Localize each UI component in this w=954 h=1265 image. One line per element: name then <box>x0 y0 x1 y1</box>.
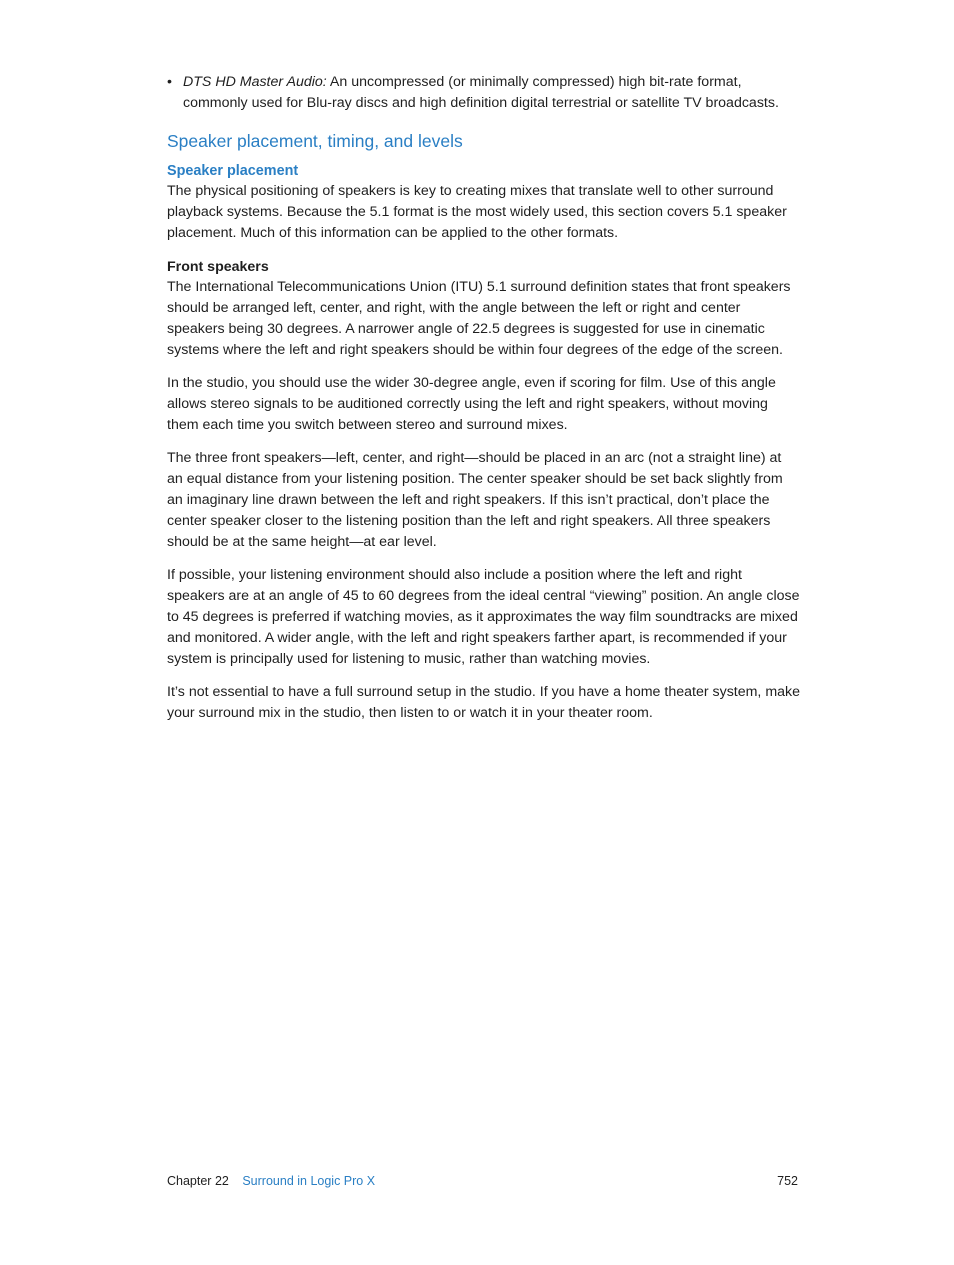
footer-chapter-link[interactable]: Surround in Logic Pro X <box>242 1174 376 1188</box>
front-speakers-heading: Front speakers <box>167 259 269 275</box>
page-content <box>167 72 800 736</box>
section-title: Speaker placement, timing, and levels <box>167 131 463 151</box>
bullet-item <box>167 72 800 114</box>
paragraph: The International Telecommunications Union (ITU) 5.1 surround definition states that front speakers should be arranged left, center, and right, with the angle between the left or right and center speakers being 30 degrees. A narrower angle of 22.5 degrees is suggested for use in cinematic systems where the left and right speakers should be within four degrees of the edge of the screen. <box>167 279 791 358</box>
page-number: 752 <box>777 1174 798 1188</box>
page-footer <box>167 1172 798 1190</box>
paragraph: It’s not essential to have a full surround setup in the studio. If you have a home theater system, make your surround mix in the studio, then listen to or watch it in your theater room. <box>167 684 801 721</box>
paragraph: If possible, your listening environment should also include a position where the left and right speakers are at an angle of 45 to 60 degrees from the ideal central “viewing” position. An angle close to 45 degrees is preferred if watching movies, as it approximates the way film soundtracks are mixed and monitored. A wider angle, with the left and right speakers farther apart, is recommended if your system is principally used for listening to music, rather than watching movies. <box>167 567 800 667</box>
intro-paragraph: The physical positioning of speakers is key to creating mixes that translate well to other surround playback systems. Because the 5.1 format is the most widely used, this section covers 5.1 speaker placement. Much of this information can be applied to the other formats. <box>167 183 787 241</box>
bullet-lead: DTS HD Master Audio: <box>183 74 327 90</box>
paragraph: In the studio, you should use the wider 30-degree angle, even if scoring for film. Use of this angle allows stereo signals to be auditioned correctly using the left and right speakers, without moving them each time you switch between stereo and surround mixes. <box>167 375 776 433</box>
paragraph: The three front speakers—left, center, and right—should be placed in an arc (not a straight line) at an equal distance from your listening position. The center speaker should be set back slightly from an imaginary line drawn between the left and right speakers. If this isn’t practical, don’t place the center speaker closer to the listening position than the left and right speakers. All three speakers should be at the same height—at ear level. <box>167 450 783 550</box>
footer-chapter: Chapter 22 <box>167 1174 229 1188</box>
subsection-title: Speaker placement <box>167 163 299 179</box>
bullet-dot: • <box>167 74 172 90</box>
bullet-text: An uncompressed (or minimally compressed) high bit-rate format, commonly used for Blu-ray discs and high definition digital terrestrial or satellite TV broadcasts. <box>183 74 779 111</box>
